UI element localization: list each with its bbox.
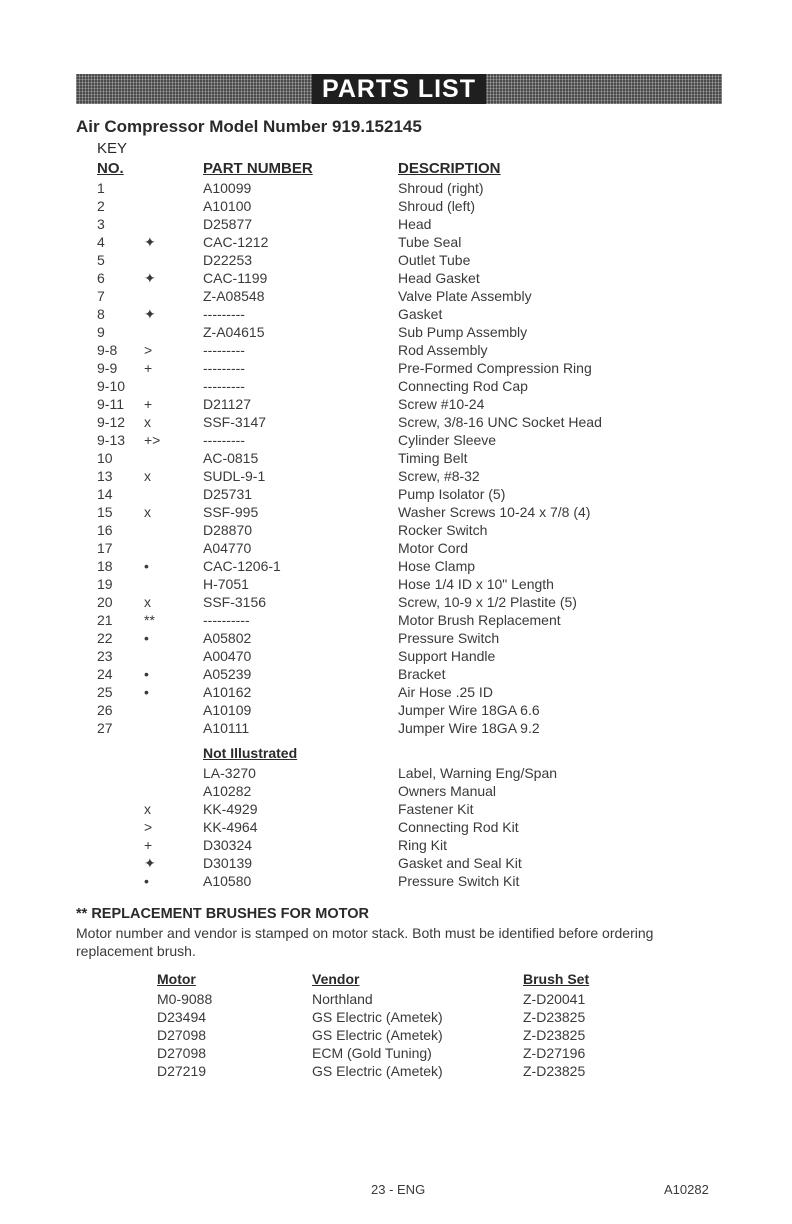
part-number: H-7051 — [203, 576, 249, 592]
brush-row — [0, 1062, 792, 1080]
part-description: Shroud (right) — [398, 180, 484, 196]
part-number: CAC-1212 — [203, 234, 269, 250]
brush-table — [0, 990, 792, 1080]
parts-row — [0, 269, 792, 287]
parts-row — [0, 215, 792, 233]
part-description: Tube Seal — [398, 234, 462, 250]
parts-row — [0, 539, 792, 557]
key-number: 20 — [97, 594, 113, 610]
brush-set-number: Z-D20041 — [523, 991, 586, 1007]
parts-row — [0, 341, 792, 359]
part-number: --------- — [203, 306, 245, 322]
parts-row — [0, 233, 792, 251]
motor-number: D27219 — [157, 1063, 207, 1079]
part-number: KK-4929 — [203, 801, 258, 817]
kit-symbol: • — [144, 873, 149, 889]
parts-row — [0, 467, 792, 485]
vendor-name: Northland — [312, 991, 373, 1007]
part-number: --------- — [203, 432, 245, 448]
kit-symbol: x — [144, 414, 151, 430]
part-number: A10100 — [203, 198, 252, 214]
part-description: Owners Manual — [398, 783, 497, 799]
part-description: Screw, 10-9 x 1/2 Plastite (5) — [398, 594, 577, 610]
part-number: A00470 — [203, 648, 252, 664]
key-number: 4 — [97, 234, 105, 250]
key-number: 1 — [97, 180, 105, 196]
key-number: 8 — [97, 306, 105, 322]
parts-row — [0, 521, 792, 539]
kit-symbol: x — [144, 801, 151, 817]
brush-set-number: Z-D23825 — [523, 1027, 586, 1043]
key-number: 9-8 — [97, 342, 118, 358]
replacement-brushes-title: ** REPLACEMENT BRUSHES FOR MOTOR — [76, 906, 369, 922]
motor-header: Motor — [157, 971, 196, 987]
part-number: Z-A04615 — [203, 324, 265, 340]
key-number: 3 — [97, 216, 105, 232]
part-number: CAC-1206-1 — [203, 558, 281, 574]
part-description: Pressure Switch Kit — [398, 873, 520, 889]
part-description: Timing Belt — [398, 450, 468, 466]
part-description: Screw #10-24 — [398, 396, 485, 412]
parts-row — [0, 197, 792, 215]
part-number: --------- — [203, 360, 245, 376]
kit-symbol: > — [144, 342, 153, 358]
not-illustrated-row — [0, 818, 792, 836]
motor-number: D23494 — [157, 1009, 207, 1025]
parts-row — [0, 431, 792, 449]
key-number: 6 — [97, 270, 105, 286]
kit-symbol: • — [144, 684, 149, 700]
part-description: Cylinder Sleeve — [398, 432, 497, 448]
part-number: D30324 — [203, 837, 253, 853]
part-description: Support Handle — [398, 648, 496, 664]
kit-symbol: x — [144, 468, 151, 484]
key-number: 19 — [97, 576, 113, 592]
part-description: Hose Clamp — [398, 558, 476, 574]
motor-number: D27098 — [157, 1027, 207, 1043]
key-number: 9-11 — [97, 396, 124, 412]
model-title: Air Compressor Model Number 919.152145 — [76, 117, 422, 136]
part-number: D21127 — [203, 396, 252, 412]
key-number: 24 — [97, 666, 113, 682]
key-no-header: NO. — [97, 160, 124, 177]
key-number: 18 — [97, 558, 113, 574]
part-description: Pump Isolator (5) — [398, 486, 506, 502]
part-number: D25877 — [203, 216, 253, 232]
part-description: Rocker Switch — [398, 522, 488, 538]
part-description: Jumper Wire 18GA 9.2 — [398, 720, 540, 736]
part-number: A10580 — [203, 873, 252, 889]
key-number: 7 — [97, 288, 105, 304]
part-description: Valve Plate Assembly — [398, 288, 532, 304]
part-number: SSF-3156 — [203, 594, 267, 610]
parts-row — [0, 323, 792, 341]
not-illustrated-row — [0, 872, 792, 890]
part-description: Fastener Kit — [398, 801, 474, 817]
part-description: Screw, #8-32 — [398, 468, 480, 484]
not-illustrated-row — [0, 836, 792, 854]
kit-symbol: • — [144, 630, 149, 646]
vendor-header: Vendor — [312, 971, 360, 987]
part-number: SUDL-9-1 — [203, 468, 266, 484]
brush-row — [0, 1026, 792, 1044]
banner-title: PARTS LIST — [312, 74, 486, 104]
part-number: Z-A08548 — [203, 288, 265, 304]
parts-row — [0, 305, 792, 323]
part-description: Ring Kit — [398, 837, 448, 853]
kit-symbol: > — [144, 819, 153, 835]
key-number: 9-13 — [97, 432, 126, 448]
parts-row — [0, 557, 792, 575]
kit-symbol: +> — [144, 432, 161, 448]
kit-symbol: x — [144, 504, 151, 520]
kit-symbol: + — [144, 837, 153, 853]
parts-row — [0, 719, 792, 737]
key-number: 25 — [97, 684, 113, 700]
parts-row — [0, 575, 792, 593]
kit-symbol: ✦ — [144, 855, 156, 871]
parts-row — [0, 701, 792, 719]
not-illustrated-title: Not Illustrated — [203, 745, 298, 761]
part-description: Rod Assembly — [398, 342, 488, 358]
part-description: Jumper Wire 18GA 6.6 — [398, 702, 540, 718]
key-number: 27 — [97, 720, 113, 736]
brush-set-number: Z-D23825 — [523, 1009, 586, 1025]
key-number: 16 — [97, 522, 113, 538]
key-number: 21 — [97, 612, 113, 628]
motor-number: M0-9088 — [157, 991, 213, 1007]
brush-set-number: Z-D27196 — [523, 1045, 586, 1061]
key-number: 17 — [97, 540, 113, 556]
brush-set-header: Brush Set — [523, 971, 590, 987]
part-description: Gasket and Seal Kit — [398, 855, 522, 871]
key-number: 5 — [97, 252, 105, 268]
part-description: Shroud (left) — [398, 198, 476, 214]
part-description: Gasket — [398, 306, 443, 322]
part-number: A10099 — [203, 180, 252, 196]
part-description: Pressure Switch — [398, 630, 500, 646]
kit-symbol: ✦ — [144, 306, 156, 322]
part-description: Head — [398, 216, 432, 232]
parts-row — [0, 665, 792, 683]
key-number: 13 — [97, 468, 113, 484]
kit-symbol: + — [144, 360, 153, 376]
vendor-name: GS Electric (Ametek) — [312, 1027, 443, 1043]
part-description: Label, Warning Eng/Span — [398, 765, 558, 781]
part-number: --------- — [203, 378, 245, 394]
part-number: A10282 — [203, 783, 252, 799]
parts-table — [0, 179, 792, 737]
parts-row — [0, 683, 792, 701]
parts-list-banner — [76, 74, 722, 104]
document-code: A10282 — [664, 1182, 709, 1197]
vendor-name: GS Electric (Ametek) — [312, 1009, 443, 1025]
parts-row — [0, 377, 792, 395]
part-description: Bracket — [398, 666, 446, 682]
part-number-header: PART NUMBER — [203, 160, 313, 177]
parts-row — [0, 647, 792, 665]
part-description: Sub Pump Assembly — [398, 324, 528, 340]
key-number: 15 — [97, 504, 113, 520]
part-number: A05802 — [203, 630, 252, 646]
part-number: --------- — [203, 342, 245, 358]
page-number: 23 - ENG — [371, 1182, 426, 1197]
part-number: D30139 — [203, 855, 253, 871]
parts-row — [0, 629, 792, 647]
brush-set-number: Z-D23825 — [523, 1063, 586, 1079]
vendor-name: GS Electric (Ametek) — [312, 1063, 443, 1079]
key-number: 22 — [97, 630, 113, 646]
brush-row — [0, 990, 792, 1008]
key-label: KEY — [97, 140, 128, 157]
part-description: Motor Cord — [398, 540, 469, 556]
kit-symbol: x — [144, 594, 151, 610]
not-illustrated-row — [0, 764, 792, 782]
part-number: D22253 — [203, 252, 253, 268]
part-number: LA-3270 — [203, 765, 256, 781]
key-number: 14 — [97, 486, 113, 502]
vendor-name: ECM (Gold Tuning) — [312, 1045, 432, 1061]
description-header: DESCRIPTION — [398, 160, 501, 177]
key-number: 26 — [97, 702, 113, 718]
part-description: Head Gasket — [398, 270, 480, 286]
key-number: 23 — [97, 648, 113, 664]
part-description: Screw, 3/8-16 UNC Socket Head — [398, 414, 602, 430]
parts-row — [0, 359, 792, 377]
kit-symbol: ** — [144, 612, 155, 628]
part-description: Outlet Tube — [398, 252, 471, 268]
part-description: Connecting Rod Cap — [398, 378, 528, 394]
not-illustrated-list — [0, 764, 792, 890]
part-description: Motor Brush Replacement — [398, 612, 561, 628]
parts-row — [0, 449, 792, 467]
part-number: D28870 — [203, 522, 253, 538]
part-description: Hose 1/4 ID x 10" Length — [398, 576, 554, 592]
parts-row — [0, 413, 792, 431]
part-number: D25731 — [203, 486, 253, 502]
part-description: Pre-Formed Compression Ring — [398, 360, 592, 376]
parts-row — [0, 395, 792, 413]
parts-row — [0, 593, 792, 611]
part-number: CAC-1199 — [203, 270, 268, 286]
kit-symbol: • — [144, 666, 149, 682]
kit-symbol: • — [144, 558, 149, 574]
parts-row — [0, 179, 792, 197]
part-number: A10111 — [203, 720, 250, 736]
key-number: 9 — [97, 324, 105, 340]
not-illustrated-row — [0, 854, 792, 872]
part-number: KK-4964 — [203, 819, 258, 835]
parts-row — [0, 503, 792, 521]
key-number: 9-10 — [97, 378, 126, 394]
parts-row — [0, 611, 792, 629]
part-number: SSF-3147 — [203, 414, 267, 430]
key-number: 10 — [97, 450, 113, 466]
part-number: A05239 — [203, 666, 252, 682]
part-number: ---------- — [203, 612, 250, 628]
key-number: 2 — [97, 198, 105, 214]
brush-row — [0, 1008, 792, 1026]
part-number: A04770 — [203, 540, 252, 556]
not-illustrated-row — [0, 800, 792, 818]
part-description: Air Hose .25 ID — [398, 684, 493, 700]
key-number: 9-12 — [97, 414, 126, 430]
kit-symbol: ✦ — [144, 234, 156, 250]
part-number: A10109 — [203, 702, 252, 718]
parts-row — [0, 251, 792, 269]
part-number: AC-0815 — [203, 450, 259, 466]
kit-symbol: + — [144, 396, 153, 412]
part-description: Washer Screws 10-24 x 7/8 (4) — [398, 504, 591, 520]
parts-row — [0, 287, 792, 305]
kit-symbol: ✦ — [144, 270, 156, 286]
replacement-brushes-text: Motor number and vendor is stamped on motor stack. Both must be identified before ordering replacement brush. — [76, 925, 654, 959]
part-number: SSF-995 — [203, 504, 259, 520]
motor-number: D27098 — [157, 1045, 207, 1061]
key-number: 9-9 — [97, 360, 118, 376]
not-illustrated-row — [0, 782, 792, 800]
brush-row — [0, 1044, 792, 1062]
part-description: Connecting Rod Kit — [398, 819, 519, 835]
part-number: A10162 — [203, 684, 252, 700]
parts-row — [0, 485, 792, 503]
